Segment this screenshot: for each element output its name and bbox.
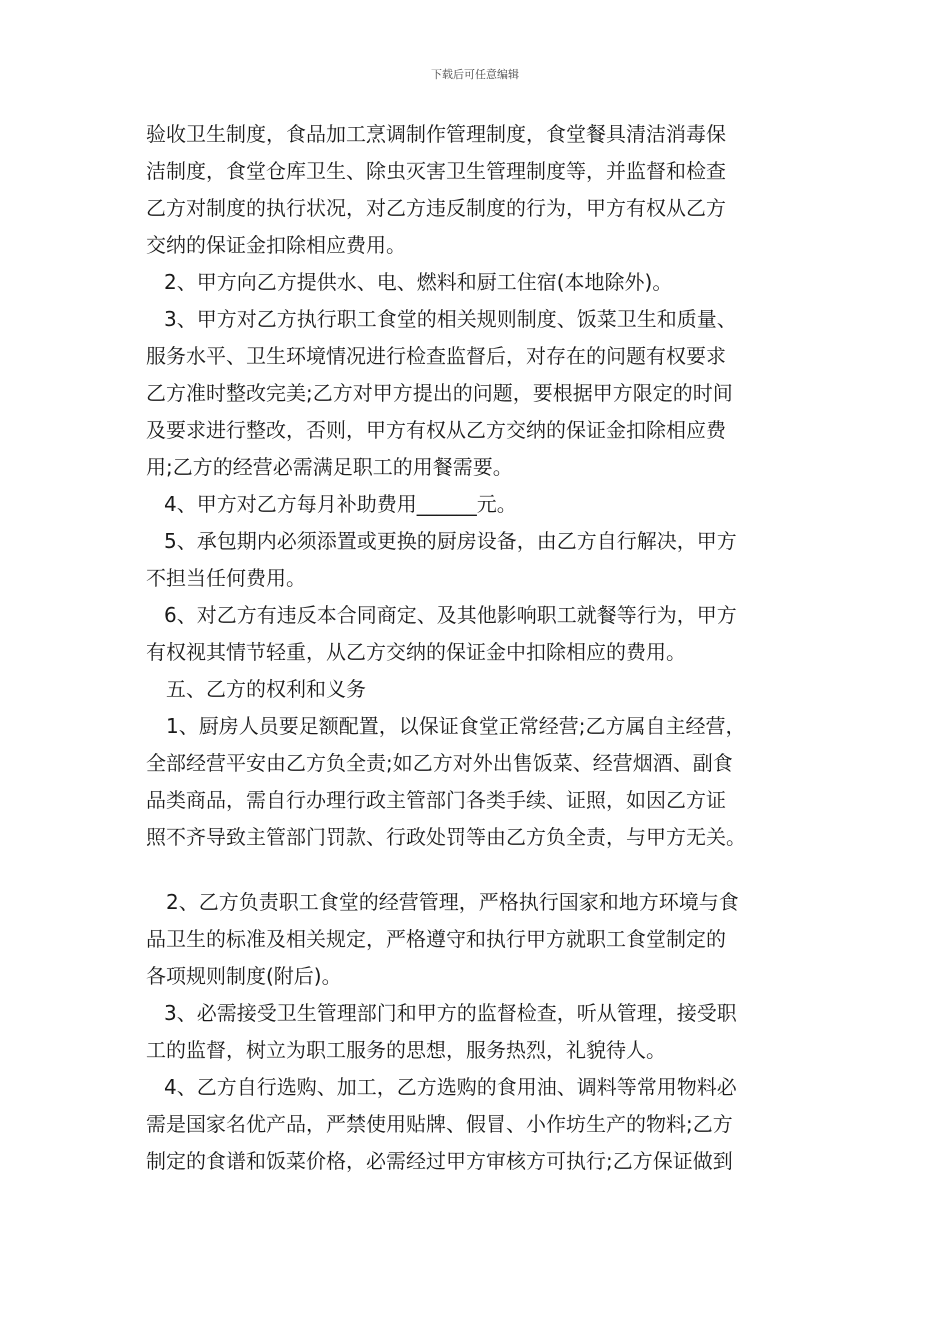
document-body — [146, 116, 816, 1180]
text-line: 洁制度，食堂仓库卫生、除虫灭害卫生管理制度等，并监督和检查 — [146, 159, 726, 183]
text-line: 2、甲方向乙方提供水、电、燃料和厨工住宿(本地除外)。 — [164, 270, 673, 294]
text-line: 有权视其情节轻重，从乙方交纳的保证金中扣除相应的费用。 — [146, 640, 686, 664]
text-line: 品类商品，需自行办理行政主管部门各类手续、证照，如因乙方证 — [146, 788, 726, 812]
text-line: 交纳的保证金扣除相应费用。 — [146, 233, 406, 257]
text-line: 不担当任何费用。 — [146, 566, 306, 590]
paragraph-gap — [146, 856, 816, 884]
text-line: 及要求进行整改，否则，甲方有权从乙方交纳的保证金扣除相应费 — [146, 418, 726, 442]
text-line: 全部经营平安由乙方负全责;如乙方对外出售饭菜、经营烟酒、副食 — [146, 751, 733, 775]
page-header: 下载后可任意编辑 — [431, 68, 519, 81]
text-line: 5、承包期内必须添置或更换的厨房设备，由乙方自行解决，甲方 — [164, 529, 737, 553]
text-line: 6、对乙方有违反本合同商定、及其他影响职工就餐等行为，甲方 — [164, 603, 737, 627]
text-line: 品卫生的标准及相关规定，严格遵守和执行甲方就职工食堂制定的 — [146, 927, 726, 951]
text-line: 服务水平、卫生环境情况进行检查监督后，对存在的问题有权要求 — [146, 344, 726, 368]
text-line: 乙方对制度的执行状况，对乙方违反制度的行为，甲方有权从乙方 — [146, 196, 726, 220]
text-line: 需是国家名优产品，严禁使用贴牌、假冒、小作坊生产的物料;乙方 — [146, 1112, 733, 1136]
text-line: 3、甲方对乙方执行职工食堂的相关规则制度、饭菜卫生和质量、 — [164, 307, 737, 331]
text-line: 用;乙方的经营必需满足职工的用餐需要。 — [146, 455, 513, 479]
text-line: 4、乙方自行选购、加工，乙方选购的食用油、调料等常用物料必 — [164, 1075, 737, 1099]
text-line: 2、乙方负责职工食堂的经营管理，严格执行国家和地方环境与食 — [166, 890, 739, 914]
text-line: 制定的食谱和饭菜价格，必需经过甲方审核方可执行;乙方保证做到 — [146, 1149, 733, 1173]
text-line: 4、甲方对乙方每月补助费用______元。 — [164, 492, 517, 516]
text-line: 3、必需接受卫生管理部门和甲方的监督检查，听从管理，接受职 — [164, 1001, 737, 1025]
text-line: 各项规则制度(附后)。 — [146, 964, 342, 988]
text-line: 五、乙方的权利和义务 — [166, 677, 366, 701]
text-line: 1、厨房人员要足额配置，以保证食堂正常经营;乙方属自主经营， — [166, 714, 746, 738]
text-line: 工的监督，树立为职工服务的思想，服务热烈，礼貌待人。 — [146, 1038, 666, 1062]
text-line: 乙方准时整改完美;乙方对甲方提出的问题，要根据甲方限定的时间 — [146, 381, 733, 405]
text-line: 照不齐导致主管部门罚款、行政处罚等由乙方负全责，与甲方无关。 — [146, 825, 746, 849]
text-line: 验收卫生制度，食品加工烹调制作管理制度，食堂餐具清洁消毒保 — [146, 122, 726, 146]
